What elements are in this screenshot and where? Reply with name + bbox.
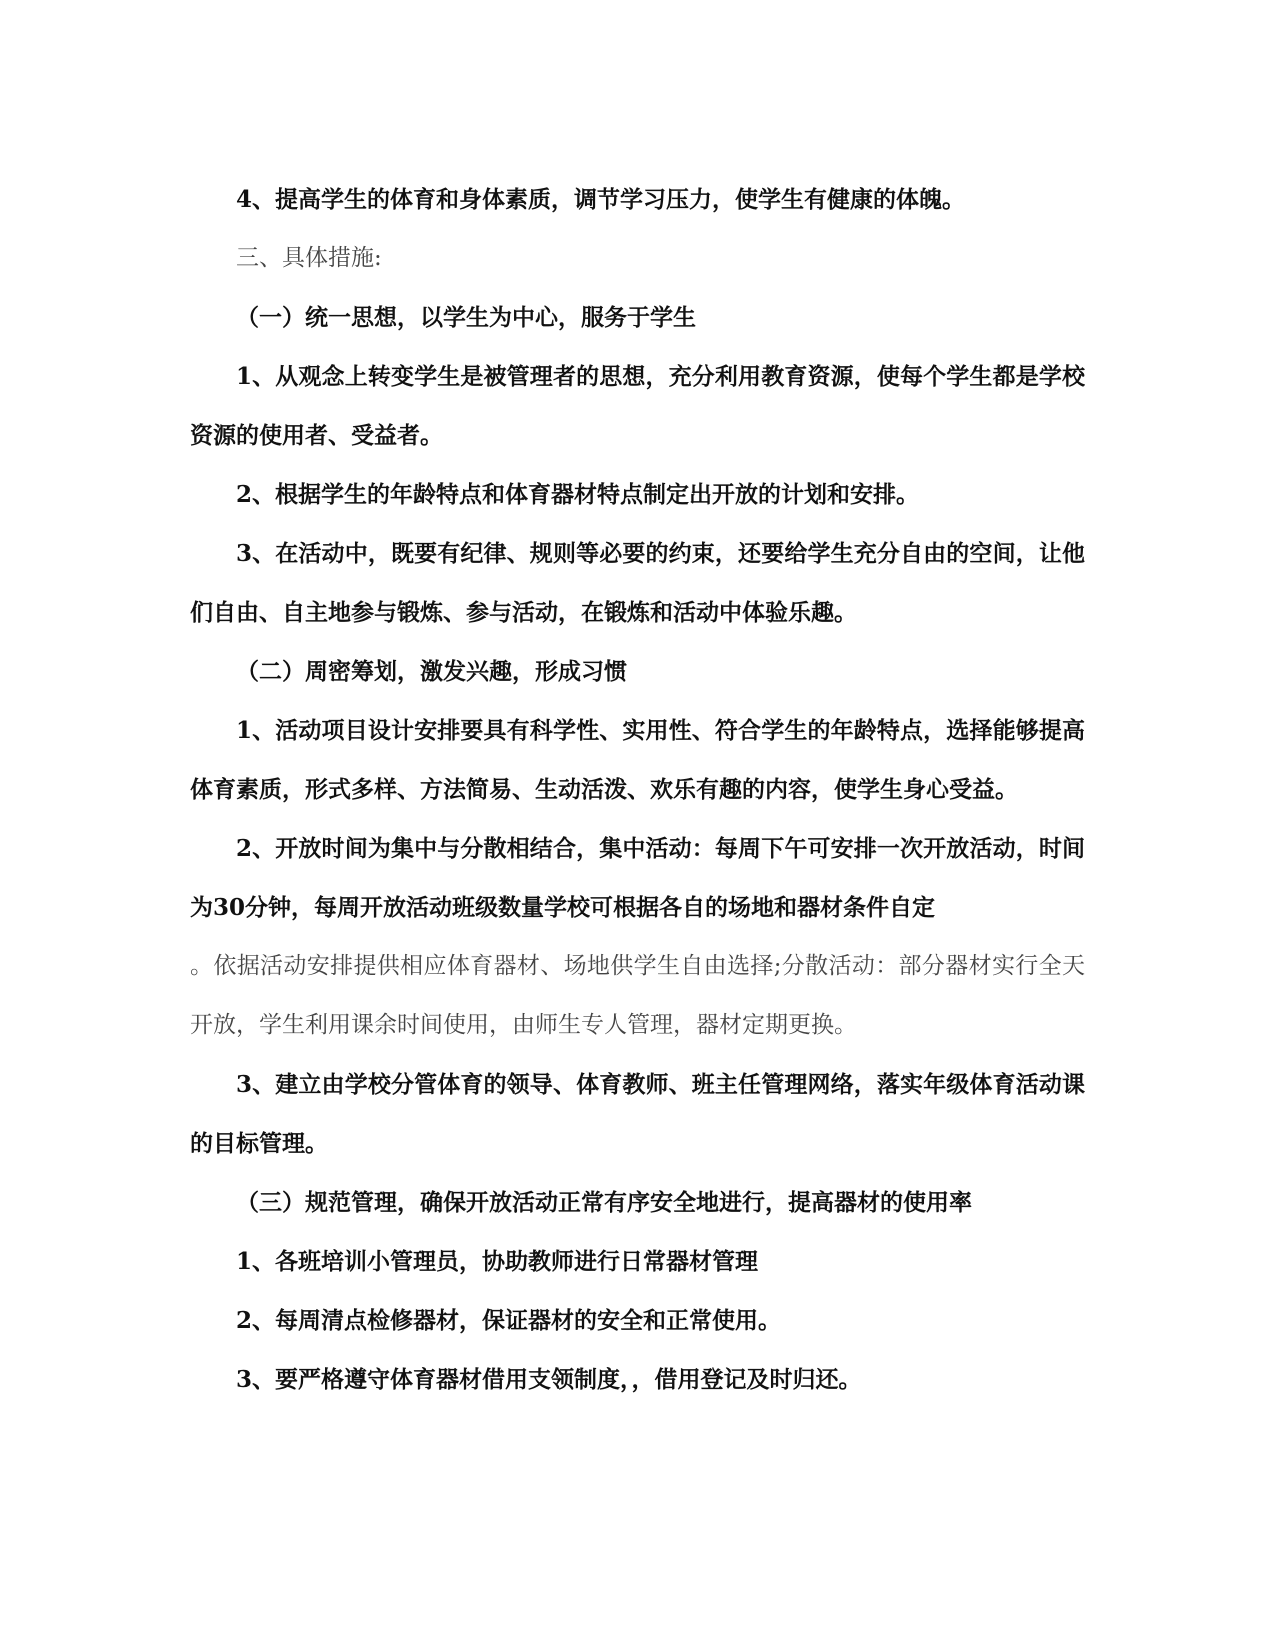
paragraph-measure-1-2: 2、根据学生的年龄特点和体育器材特点制定出开放的计划和安排。 — [236, 481, 920, 508]
paragraph-measure-3-1: 1、各班培训小管理员，协助教师进行日常器材管理 — [236, 1248, 759, 1275]
paragraph-measure-2-3: 3、建立由学校分管体育的领导、体育教师、班主任管理网络，落实年级体育活动课的目标管理。 — [190, 1071, 1085, 1157]
paragraph-measure-3-2: 2、每周清点检修器材，保证器材的安全和正常使用。 — [236, 1307, 782, 1334]
paragraph-measure-3-3: 3、要严格遵守体育器材借用支领制度，，借用登记及时归还。 — [236, 1366, 862, 1393]
document-body — [190, 170, 1085, 1409]
subsection-heading-2: （二）周密筹划，激发兴趣，形成习惯 — [236, 658, 627, 685]
paragraph-measure-2-2-continued: 。依据活动安排提供相应体育器材、场地供学生自由选择;分散活动：部分器材实行全天开放，学生利用课余时间使用，由师生专人管理，器材定期更换。 — [190, 953, 1085, 1038]
paragraph-measure-2-1: 1、活动项目设计安排要具有科学性、实用性、符合学生的年龄特点，选择能够提高体育素质，形式多样、方法简易、生动活泼、欢乐有趣的内容，使学生身心受益。 — [190, 717, 1085, 803]
paragraph-objective-4: 4、提高学生的体育和身体素质，调节学习压力，使学生有健康的体魄。 — [236, 186, 966, 213]
paragraph-measure-2-2: 2、开放时间为集中与分散相结合，集中活动：每周下午可安排一次开放活动，时间为30分钟，每周开放活动班级数量学校可根据各自的场地和器材条件自定 — [190, 835, 1085, 921]
section-heading-measures: 三、具体措施: — [236, 245, 382, 271]
paragraph-measure-1-3: 3、在活动中，既要有纪律、规则等必要的约束，还要给学生充分自由的空间，让他们自由、自主地参与锻炼、参与活动，在锻炼和活动中体验乐趣。 — [190, 540, 1085, 626]
paragraph-measure-1-1: 1、从观念上转变学生是被管理者的思想，充分利用教育资源，使每个学生都是学校资源的使用者、受益者。 — [190, 363, 1085, 449]
subsection-heading-1: （一）统一思想，以学生为中心，服务于学生 — [236, 304, 696, 331]
subsection-heading-3: （三）规范管理，确保开放活动正常有序安全地进行，提高器材的使用率 — [236, 1189, 972, 1216]
